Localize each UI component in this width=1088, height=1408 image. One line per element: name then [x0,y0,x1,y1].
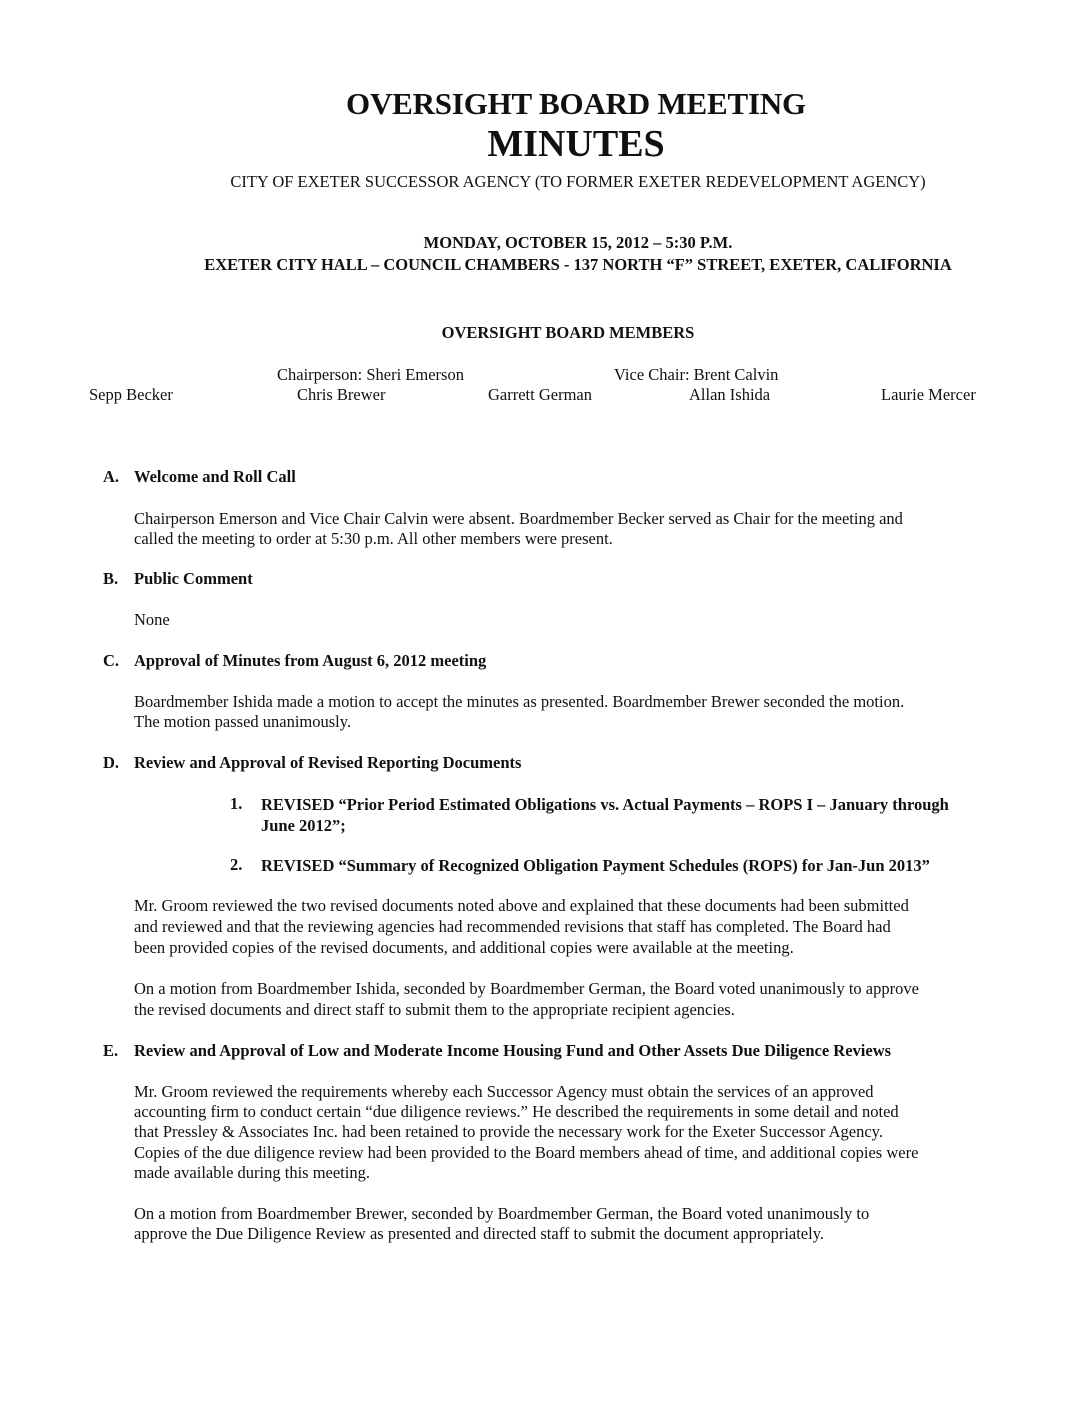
section-letter: C. [103,651,120,670]
item-text: REVISED “Summary of Recognized Obligation Payment Schedules (ROPS) for Jan-Jun 2013” [261,856,930,875]
chairperson: Chairperson: Sheri Emerson [277,365,464,384]
paragraph-line: On a motion from Boardmember Brewer, seconded by Boardmember German, the Board voted unanimously to [134,1204,870,1223]
section-title: Review and Approval of Revised Reporting Documents [134,753,522,772]
member-name: Laurie Mercer [881,385,976,404]
section-title: Review and Approval of Low and Moderate Income Housing Fund and Other Assets Due Diligence Reviews [134,1041,892,1060]
title-minutes: MINUTES [487,123,665,165]
section-title: Public Comment [134,569,253,588]
section-title: Welcome and Roll Call [134,467,296,486]
paragraph-line: been provided copies of the revised documents, and additional copies were available at the meeting. [134,938,794,957]
paragraph-line: Copies of the due diligence review had been provided to the Board members ahead of time, and additional copies were [134,1143,919,1162]
section-letter: D. [103,753,120,772]
paragraph-line: Boardmember Ishida made a motion to accept the minutes as presented. Boardmember Brewer seconded the motion. [134,692,905,711]
paragraph-line: On a motion from Boardmember Ishida, seconded by Boardmember German, the Board voted unanimously to approve [134,979,919,998]
item-number: 1. [230,794,243,813]
vice-chair: Vice Chair: Brent Calvin [614,365,779,384]
meeting-location: EXETER CITY HALL – COUNCIL CHAMBERS - 137 NORTH “F” STREET, EXETER, CALIFORNIA [204,255,952,274]
paragraph-line: accounting firm to conduct certain “due diligence reviews.” He described the requirements in some detail and noted [134,1102,899,1121]
paragraph-line: The motion passed unanimously. [134,712,352,731]
title-line-1: OVERSIGHT BOARD MEETING [346,86,806,121]
paragraph-line: and reviewed and that the reviewing agencies had recommended revisions that staff has completed. The Board had [134,917,891,936]
meeting-date-time: MONDAY, OCTOBER 15, 2012 – 5:30 P.M. [423,233,733,252]
member-name: Allan Ishida [689,385,771,404]
section-letter: A. [103,467,120,486]
paragraph-line: the revised documents and direct staff to submit them to the appropriate recipient agencies. [134,1000,735,1019]
item-text: REVISED “Prior Period Estimated Obligations vs. Actual Payments – ROPS I – January through June 2012”; [261,795,949,835]
section-letter: E. [103,1041,119,1060]
paragraph-line: Chairperson Emerson and Vice Chair Calvin were absent. Boardmember Becker served as Chair for the meeting and [134,509,903,528]
member-name: Chris Brewer [297,385,386,404]
paragraph-line: None [134,610,170,629]
paragraph-line: Mr. Groom reviewed the requirements whereby each Successor Agency must obtain the services of an approved [134,1082,874,1101]
section-title: Approval of Minutes from August 6, 2012 meeting [134,651,487,670]
members-heading: OVERSIGHT BOARD MEMBERS [441,323,695,342]
paragraph-line: that Pressley & Associates Inc. had been retained to provide the necessary work for the Exeter Successor Agency. [134,1122,883,1141]
paragraph-line: approve the Due Diligence Review as presented and directed staff to submit the document appropriately. [134,1224,825,1243]
member-name: Sepp Becker [89,385,173,404]
paragraph-line: Mr. Groom reviewed the two revised documents noted above and explained that these documents had been submitted [134,896,909,915]
paragraph-line: called the meeting to order at 5:30 p.m. All other members were present. [134,529,613,548]
agency-subtitle: CITY OF EXETER SUCCESSOR AGENCY (TO FORMER EXETER REDEVELOPMENT AGENCY) [230,172,926,191]
member-name: Garrett German [488,385,592,404]
section-letter: B. [103,569,119,588]
paragraph-line: made available during this meeting. [134,1163,370,1182]
item-number: 2. [230,855,243,874]
